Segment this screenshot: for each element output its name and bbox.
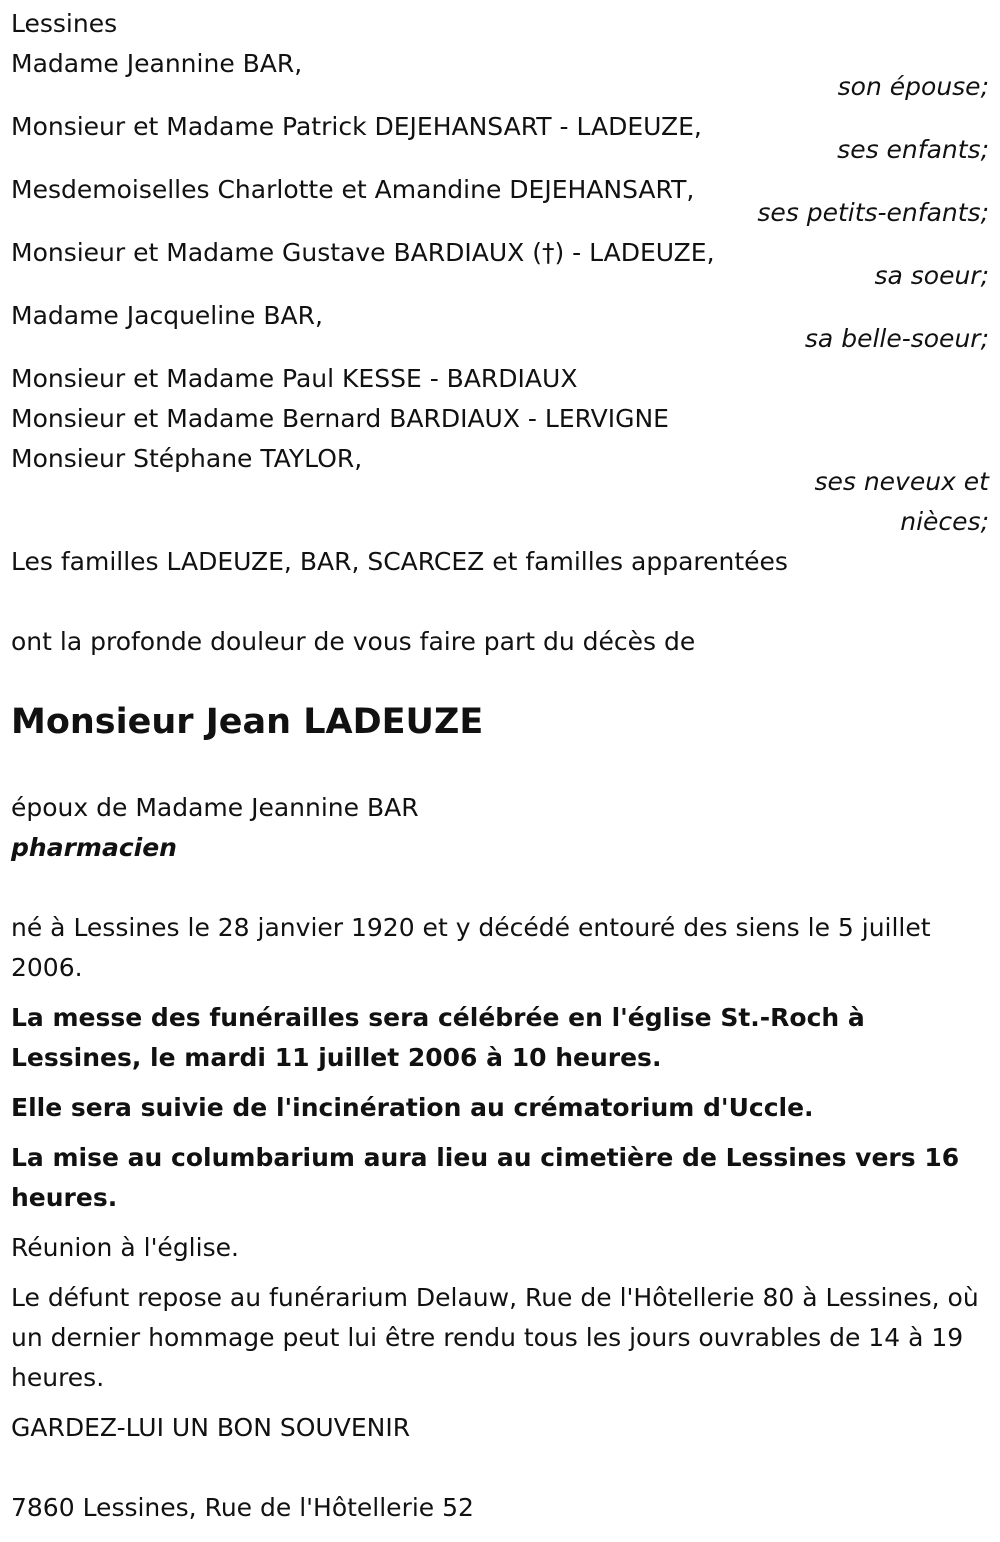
address-text: 7860 Lessines, Rue de l'Hôtellerie 52 bbox=[11, 1493, 474, 1522]
relative-group-nephews bbox=[11, 359, 991, 542]
relation-label: son épouse; bbox=[837, 72, 989, 101]
relative-name: Monsieur Stéphane TAYLOR, bbox=[11, 444, 363, 473]
relative-group-sister bbox=[11, 233, 991, 296]
rest-text: Le défunt repose au funérarium Delauw, Rue de l'Hôtellerie 80 à Lessines, où un dernier hommage peut lui être rendu tous les jours ouvrables de 14 à 19 heures. bbox=[11, 1283, 979, 1392]
cremation-text: Elle sera suivie de l'incinération au crématorium d'Uccle. bbox=[11, 1093, 814, 1122]
relative-name: Madame Jacqueline BAR, bbox=[11, 301, 323, 330]
relation-label: sa soeur; bbox=[874, 261, 989, 290]
relation-label-line-2: nièces; bbox=[900, 507, 989, 536]
relative-name: Monsieur et Madame Patrick DEJEHANSART - LADEUZE, bbox=[11, 112, 702, 141]
meeting-text: Réunion à l'église. bbox=[11, 1233, 239, 1262]
relative-group-children bbox=[11, 107, 991, 170]
spacer bbox=[11, 582, 991, 622]
relative-group-grandchildren bbox=[11, 170, 991, 233]
relation-label: ses petits-enfants; bbox=[757, 198, 989, 227]
spouse-of-text: époux de Madame Jeannine BAR bbox=[11, 793, 419, 822]
city-header: Lessines bbox=[11, 9, 118, 38]
deceased-name: Monsieur Jean LADEUZE bbox=[11, 702, 484, 742]
columbarium-text: La mise au columbarium aura lieu au cimetière de Lessines vers 16 heures. bbox=[11, 1143, 960, 1212]
relation-label: ses enfants; bbox=[837, 135, 989, 164]
relation-label: sa belle-soeur; bbox=[804, 324, 989, 353]
profession-text: pharmacien bbox=[11, 833, 177, 862]
relative-name: Monsieur et Madame Gustave BARDIAUX (†) - LADEUZE, bbox=[11, 238, 715, 267]
relative-name: Mesdemoiselles Charlotte et Amandine DEJEHANSART, bbox=[11, 175, 695, 204]
relative-name: Monsieur et Madame Paul KESSE - BARDIAUX bbox=[11, 364, 578, 393]
relative-group-sister-in-law bbox=[11, 296, 991, 359]
funeral-mass-text: La messe des funérailles sera célébrée en l'église St.-Roch à Lessines, le mardi 11 juillet 2006 à 10 heures. bbox=[11, 1003, 865, 1072]
memory-text: GARDEZ-LUI UN BON SOUVENIR bbox=[11, 1413, 411, 1442]
relation-label-line-1: ses neveux et bbox=[814, 467, 989, 496]
relative-name: Monsieur et Madame Bernard BARDIAUX - LERVIGNE bbox=[11, 404, 669, 433]
birth-death-text: né à Lessines le 28 janvier 1920 et y décédé entouré des siens le 5 juillet 2006. bbox=[11, 913, 931, 982]
families-line: Les familles LADEUZE, BAR, SCARCEZ et familles apparentées bbox=[11, 547, 788, 576]
announcement-text: ont la profonde douleur de vous faire part du décès de bbox=[11, 627, 696, 656]
relative-name: Madame Jeannine BAR, bbox=[11, 49, 303, 78]
relative-group-spouse bbox=[11, 44, 991, 107]
